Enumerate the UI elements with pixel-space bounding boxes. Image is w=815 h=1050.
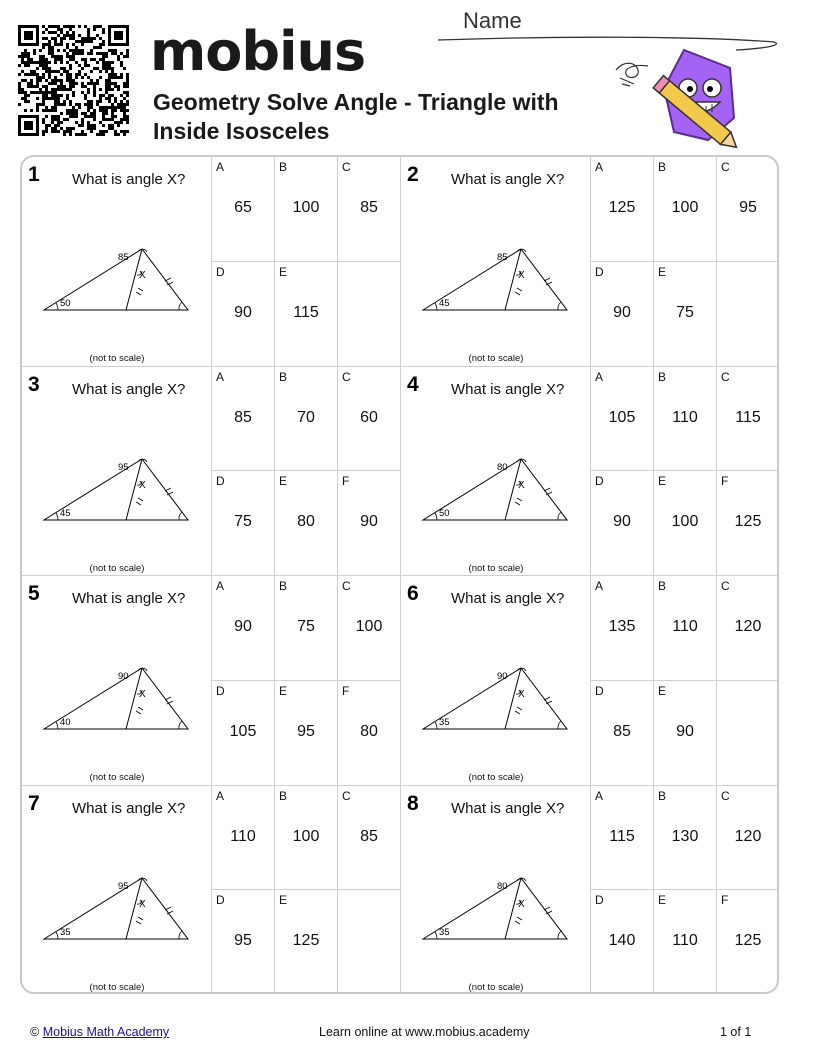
footer-copyright <box>30 1025 169 1039</box>
top-angle-label: 80 <box>497 461 508 473</box>
option-value: 75 <box>676 303 694 321</box>
option-value: 110 <box>230 827 256 845</box>
question-prompt: What is angle X? <box>72 380 186 398</box>
answer-option-b[interactable] <box>275 367 338 472</box>
answer-option-d[interactable] <box>212 890 275 994</box>
not-to-scale-note: (not to scale) <box>468 981 524 993</box>
answer-option-e[interactable] <box>275 890 338 994</box>
option-value: 115 <box>735 408 761 426</box>
answer-option-c[interactable] <box>338 367 401 472</box>
answer-option-a[interactable] <box>212 786 275 891</box>
question-number: 3 <box>28 372 40 396</box>
x-angle-label: X <box>518 898 525 910</box>
option-letter: C <box>342 788 351 803</box>
question-prompt: What is angle X? <box>451 799 565 817</box>
top-angle-label: 95 <box>118 461 129 473</box>
x-angle-label: X <box>518 270 525 281</box>
not-to-scale-note: (not to scale) <box>468 562 524 574</box>
option-value: 125 <box>734 513 762 531</box>
question-5 <box>22 576 212 786</box>
answer-option-f[interactable] <box>717 471 779 576</box>
option-letter: D <box>595 474 604 489</box>
option-letter: F <box>342 683 350 698</box>
question-4 <box>401 367 591 577</box>
question-3 <box>22 367 212 577</box>
option-letter: D <box>216 474 225 489</box>
option-value: 85 <box>613 722 631 740</box>
mobius-logo <box>150 20 365 83</box>
option-value: 100 <box>671 199 699 216</box>
triangle-diagram <box>38 235 198 315</box>
question-number: 4 <box>407 372 419 396</box>
option-value: 135 <box>608 618 636 635</box>
empty-option-cell <box>717 262 779 367</box>
question-prompt: What is angle X? <box>451 171 565 188</box>
option-letter: A <box>216 579 225 593</box>
top-angle-label: 80 <box>497 880 508 892</box>
answer-option-c[interactable] <box>717 157 779 262</box>
option-letter: A <box>595 369 604 384</box>
answer-option-a[interactable] <box>212 576 275 681</box>
triangle-diagram <box>417 445 577 525</box>
left-angle-label: 35 <box>439 926 450 938</box>
copyright-symbol: © <box>30 1025 40 1039</box>
answer-option-b[interactable] <box>654 576 717 681</box>
answer-option-c[interactable] <box>717 367 779 472</box>
option-letter: B <box>658 579 667 593</box>
left-angle-label: 50 <box>439 507 450 519</box>
option-letter: A <box>595 579 604 593</box>
option-value: 75 <box>234 513 252 531</box>
option-value: 115 <box>293 303 319 321</box>
option-letter: A <box>216 160 225 174</box>
option-letter: A <box>595 788 604 803</box>
left-angle-label: 45 <box>60 507 71 519</box>
option-letter: B <box>279 788 288 803</box>
option-letter: E <box>658 264 667 279</box>
not-to-scale-note: (not to scale) <box>468 353 524 364</box>
option-value: 60 <box>360 408 378 426</box>
answer-option-a[interactable] <box>212 367 275 472</box>
option-letter: E <box>658 683 667 698</box>
option-value: 125 <box>608 199 636 216</box>
question-prompt: What is angle X? <box>451 590 565 607</box>
top-angle-label: 90 <box>497 671 508 682</box>
answer-option-e[interactable] <box>654 262 717 367</box>
answer-option-d[interactable] <box>212 681 275 786</box>
option-value: 105 <box>229 722 257 740</box>
answer-option-c[interactable] <box>717 576 779 681</box>
option-value: 110 <box>672 408 698 426</box>
answer-option-d[interactable] <box>591 471 654 576</box>
option-letter: B <box>658 160 667 174</box>
answer-option-a[interactable] <box>591 157 654 262</box>
answer-option-b[interactable] <box>654 367 717 472</box>
option-letter: D <box>595 264 604 279</box>
triangle-diagram <box>417 235 577 315</box>
answer-option-e[interactable] <box>275 262 338 367</box>
triangle-diagram <box>417 654 577 734</box>
question-8 <box>401 786 591 995</box>
option-letter: C <box>342 579 351 593</box>
left-angle-label: 40 <box>60 717 71 728</box>
option-letter: B <box>279 579 288 593</box>
option-letter: E <box>279 474 288 489</box>
triangle-diagram <box>38 654 198 734</box>
option-value: 70 <box>297 408 315 426</box>
option-letter: D <box>216 264 225 279</box>
answer-option-a[interactable] <box>212 157 275 262</box>
top-angle-label: 95 <box>118 880 129 892</box>
option-letter: E <box>658 893 667 908</box>
empty-option-cell <box>338 890 401 994</box>
option-letter: F <box>721 893 729 908</box>
option-letter: E <box>279 683 288 698</box>
option-value: 110 <box>672 932 698 950</box>
x-angle-label: X <box>518 689 525 700</box>
option-value: 65 <box>234 199 252 216</box>
option-letter: B <box>658 369 667 384</box>
question-number: 1 <box>28 163 40 186</box>
x-angle-label: X <box>139 898 146 910</box>
option-value: 75 <box>297 618 315 635</box>
option-value: 95 <box>297 722 315 740</box>
left-angle-label: 45 <box>439 298 450 309</box>
option-letter: E <box>279 264 288 279</box>
answer-option-a[interactable] <box>591 367 654 472</box>
question-7 <box>22 786 212 995</box>
option-value: 90 <box>676 722 694 740</box>
option-value: 85 <box>360 199 378 216</box>
left-angle-label: 35 <box>60 926 71 938</box>
triangle-diagram <box>38 445 198 525</box>
option-value: 100 <box>292 199 320 216</box>
question-prompt: What is angle X? <box>72 799 186 817</box>
option-letter: D <box>216 893 225 908</box>
answer-option-b[interactable] <box>275 576 338 681</box>
question-number: 7 <box>28 791 40 815</box>
option-letter: A <box>216 788 225 803</box>
x-angle-label: X <box>139 270 146 281</box>
logo-text: mobius <box>150 20 366 83</box>
answer-option-b[interactable] <box>654 157 717 262</box>
x-angle-label: X <box>518 479 525 491</box>
option-value: 90 <box>360 513 378 531</box>
option-letter: C <box>342 369 351 384</box>
option-letter: B <box>658 788 667 803</box>
option-letter: F <box>721 474 729 489</box>
option-value: 85 <box>234 408 252 426</box>
footer-learn-online: Learn online at www.mobius.academy <box>319 1025 530 1039</box>
option-letter: C <box>721 160 730 174</box>
option-letter: B <box>279 369 288 384</box>
answer-option-b[interactable] <box>275 157 338 262</box>
option-value: 105 <box>608 408 636 426</box>
option-value: 100 <box>671 513 699 531</box>
option-value: 90 <box>234 618 252 635</box>
option-letter: C <box>721 579 730 593</box>
option-value: 90 <box>613 513 631 531</box>
answer-option-d[interactable] <box>591 262 654 367</box>
option-value: 90 <box>234 303 252 321</box>
option-letter: F <box>342 474 350 489</box>
top-angle-label: 85 <box>118 252 129 263</box>
answer-option-d[interactable] <box>591 890 654 994</box>
answer-option-e[interactable] <box>654 681 717 786</box>
not-to-scale-note: (not to scale) <box>89 772 145 783</box>
option-value: 140 <box>608 932 636 950</box>
answer-option-c[interactable] <box>338 157 401 262</box>
answer-option-d[interactable] <box>212 262 275 367</box>
option-letter: D <box>595 683 604 698</box>
option-value: 80 <box>360 722 378 740</box>
question-prompt: What is angle X? <box>451 380 565 398</box>
option-value: 125 <box>734 932 762 950</box>
not-to-scale-note: (not to scale) <box>89 353 145 364</box>
question-prompt: What is angle X? <box>72 590 186 607</box>
answer-option-b[interactable] <box>654 786 717 891</box>
answer-option-c[interactable] <box>338 786 401 891</box>
option-value: 125 <box>292 932 320 950</box>
mascot-illustration <box>612 40 752 158</box>
answer-option-e[interactable] <box>275 471 338 576</box>
option-letter: C <box>342 160 351 174</box>
triangle-diagram <box>417 864 577 944</box>
not-to-scale-note: (not to scale) <box>89 981 145 993</box>
answer-option-f[interactable] <box>338 681 401 786</box>
question-6 <box>401 576 591 786</box>
option-letter: A <box>216 369 225 384</box>
option-letter: B <box>279 160 288 174</box>
answer-option-e[interactable] <box>654 471 717 576</box>
question-number: 5 <box>28 582 40 605</box>
question-number: 6 <box>407 582 419 605</box>
triangle-diagram <box>38 864 198 944</box>
x-angle-label: X <box>139 689 146 700</box>
empty-option-cell <box>338 262 401 367</box>
top-angle-label: 85 <box>497 252 508 263</box>
footer-page-number: 1 of 1 <box>720 1025 752 1039</box>
question-2 <box>401 157 591 367</box>
option-value: 100 <box>292 827 320 845</box>
name-label: Name <box>463 8 522 33</box>
question-number: 2 <box>407 163 419 186</box>
option-letter: C <box>721 369 730 384</box>
answer-option-a[interactable] <box>591 576 654 681</box>
answer-option-e[interactable] <box>654 890 717 994</box>
mobius-math-academy-link[interactable]: Mobius Math Academy <box>42 1025 170 1039</box>
answer-option-a[interactable] <box>591 786 654 891</box>
option-value: 95 <box>739 199 757 216</box>
question-1 <box>22 157 212 367</box>
page-title: Geometry Solve Angle - Triangle with Inside Isosceles <box>153 89 559 144</box>
left-angle-label: 50 <box>60 298 71 309</box>
top-angle-label: 90 <box>118 671 129 682</box>
option-letter: D <box>216 683 225 698</box>
left-angle-label: 35 <box>439 717 450 728</box>
option-letter: D <box>595 893 604 908</box>
option-value: 85 <box>360 827 378 845</box>
option-value: 115 <box>609 827 635 845</box>
option-letter: E <box>658 474 667 489</box>
question-number: 8 <box>407 791 419 815</box>
qr-code <box>18 25 129 136</box>
answer-option-e[interactable] <box>275 681 338 786</box>
answer-option-d[interactable] <box>591 681 654 786</box>
option-letter: A <box>595 160 604 174</box>
option-value: 120 <box>734 827 762 845</box>
option-value: 110 <box>672 618 698 635</box>
option-value: 90 <box>613 303 631 321</box>
answer-option-f[interactable] <box>338 471 401 576</box>
answer-option-c[interactable] <box>338 576 401 681</box>
option-letter: C <box>721 788 730 803</box>
question-grid <box>20 155 779 994</box>
option-value: 130 <box>671 827 699 845</box>
x-angle-label: X <box>139 479 146 491</box>
question-prompt: What is angle X? <box>72 171 186 188</box>
option-letter: E <box>279 893 288 908</box>
answer-option-b[interactable] <box>275 786 338 891</box>
option-value: 80 <box>297 513 315 531</box>
answer-option-d[interactable] <box>212 471 275 576</box>
option-value: 120 <box>734 618 762 635</box>
not-to-scale-note: (not to scale) <box>468 772 524 783</box>
answer-option-f[interactable] <box>717 890 779 994</box>
answer-option-c[interactable] <box>717 786 779 891</box>
option-value: 100 <box>355 618 383 635</box>
not-to-scale-note: (not to scale) <box>89 562 145 574</box>
option-value: 95 <box>234 932 252 950</box>
empty-option-cell <box>717 681 779 786</box>
